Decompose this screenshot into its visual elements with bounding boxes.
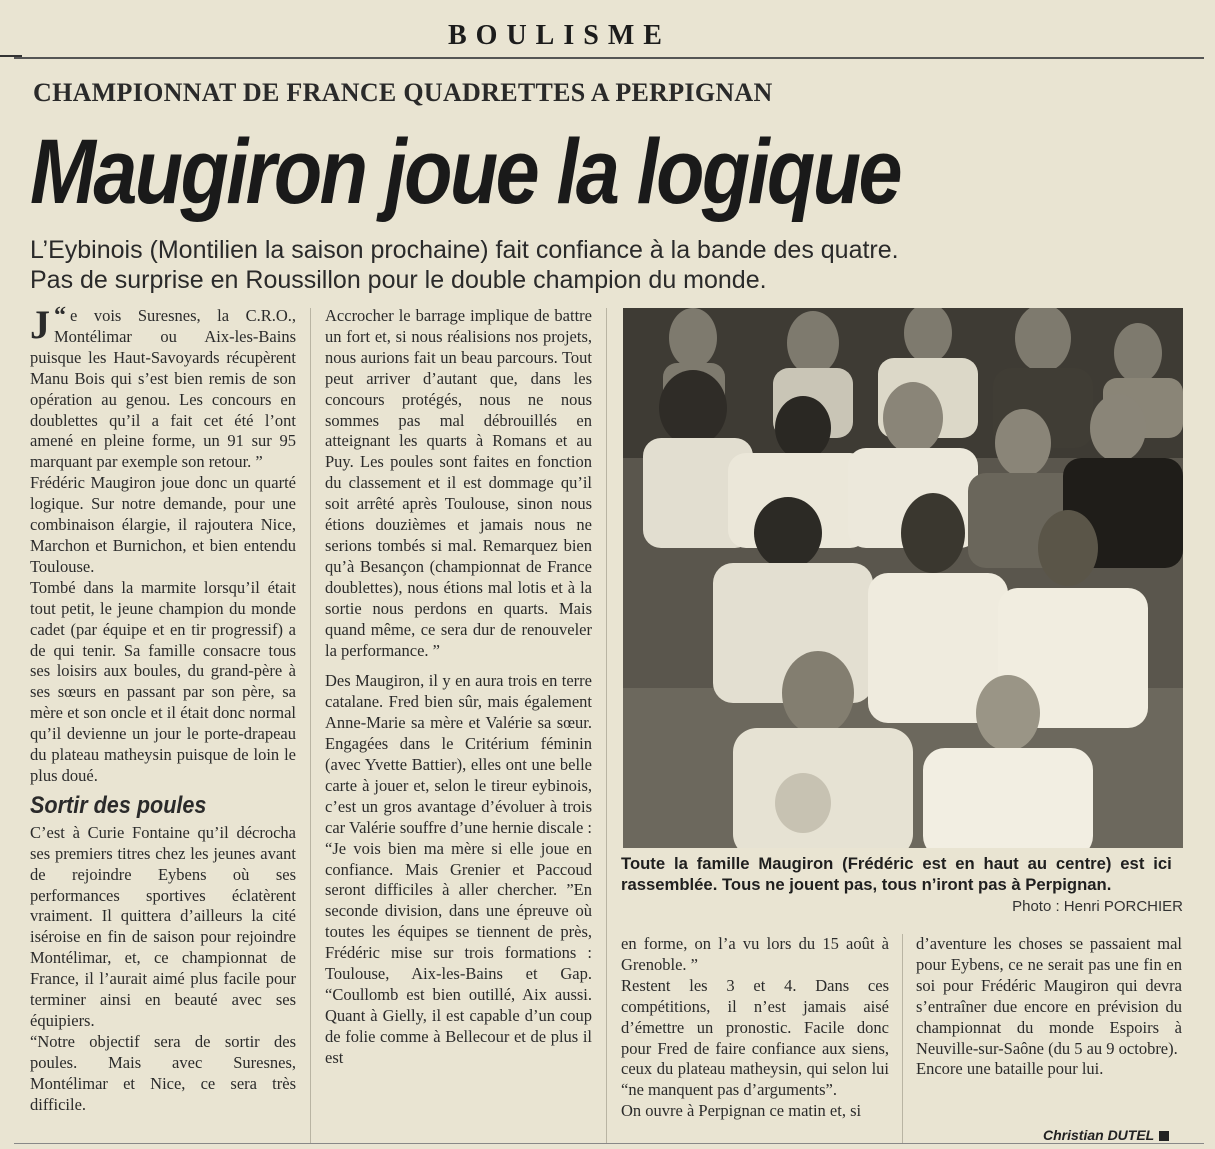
deck-line-1: L’Eybinois (Montilien la saison prochaine) fait confiance à la bande des quatre. — [30, 236, 899, 264]
column-divider — [902, 934, 903, 1143]
headline: Maugiron joue la logique — [30, 121, 900, 223]
header-rule — [14, 57, 1204, 59]
paragraph: d’aventure les choses se passaient mal pour Eybens, ce ne serait pas une fin en soi pour Frédéric Maugiron qui devra s’entraîner due encore en prévision du championnat du monde Espoirs à Neuville-sur-Saône (du 5 au 9 octobre). — [916, 934, 1182, 1058]
deck-line-2: Pas de surprise en Roussillon pour le double champion du monde. — [30, 266, 767, 294]
paragraph: Des Maugiron, il y en aura trois en terre catalane. Fred bien sûr, mais également Anne-Marie sa mère et Valérie sa sœur. Engagées dans le Critérium féminin (avec Yvette Battier), elles ont une belle carte à jouer et, selon le tireur eybinois, c’est un gros avantage d’évoluer à trois car Valérie souffre d’une hernie discale : “Je vois bien ma mère si elle joue en confiance. Mais Grenier et Paccoud seront difficiles à aller chercher. ”En seconde division, dans une épreuve où toutes les équipes se tiennent de près, Frédéric mise sur trois formations : Toulouse, Aix-les-Bains et Gap. “Coullomb est bien outillé, Aix aussi. Quant à Gielly, il est capable d’un coup de folie comme à Bellecour et de plus il est — [325, 671, 592, 1067]
byline-signature — [1043, 1127, 1169, 1143]
paragraph: Tombé dans la marmite lorsqu’il était tout petit, le jeune champion du monde cadet (par équipe et en tir progressif) a de qui tenir. Sa famille consacre tous ses loisirs aux boules, du grand-père à ses sœurs en passant par son père, sa mère et son oncle et il était donc normal qu’il devienne un jour le porte-drapeau du plateau matheysin puisque de loin le plus doué. — [30, 577, 296, 785]
paragraph: Frédéric Maugiron joue donc un quarté logique. Sur notre demande, pour une combinaison élargie, il rajoutera Nice, Marchon et Burnichon, et bien entendu Toulouse. — [30, 473, 296, 576]
article-column-1 — [30, 302, 296, 1116]
paragraph: Accrocher le barrage implique de battre un fort et, si nous réalisions nos projets, nous aurions fait un beau parcours. Tout peut arriver d’autant que, dans les concours protégés, nous ne nous sommes pas mal débrouillés en atteignant les quarts à Romans et au Puy. Les poules sont faites en fonction du classement et il est dommage qu’il soit arrêté après Toulouse, sinon nous étions douzièmes et jamais nous ne serions tombés si mal. Remarquez bien qu’à Besançon (championnat de France doublettes), nous étions mal lotis et à la sortie nous perdons en quarts. Mais quand même, ce sera dur de renouveler la performance. ” — [325, 306, 592, 660]
family-photo-illustration — [623, 308, 1183, 848]
dropcap: J — [30, 302, 50, 347]
kicker: CHAMPIONNAT DE FRANCE QUADRETTES A PERPIGNAN — [33, 78, 773, 107]
paragraph: en forme, on l’a vu lors du 15 août à Grenoble. ” — [621, 934, 889, 974]
paragraph — [30, 302, 296, 473]
column-divider — [310, 308, 311, 1143]
paragraph: C’est à Curie Fontaine qu’il décrocha ses premiers titres chez les jeunes avant de rejoindre Eybens où ses performances sportives éclatèrent vraiment. Il quittera d’ailleurs la cité iséroise en fin de saison pour rejoindre Montélimar, et, ce championnat de France, il l’aurait aimé plus facile pour terminer ainsi en beauté avec ses équipiers. — [30, 822, 296, 1030]
section-rubric: BOULISME — [448, 20, 671, 51]
paragraph: Restent les 3 et 4. Dans ces compétitions, il n’est jamais aisé d’émettre un pronostic. Facile donc pour Fred de faire confiance aux siens, ceux du plateau matheysin, qui selon lui “ne manquent pas d’arguments”. — [621, 975, 889, 1100]
bottom-rule — [14, 1143, 1204, 1144]
deck — [30, 235, 899, 295]
paragraph: On ouvre à Perpignan ce matin et, si — [621, 1101, 862, 1121]
photo-caption: Toute la famille Maugiron (Frédéric est en haut au centre) est ici rassemblée. Tous ne jouent pas, tous n’iront pas à Perpignan. — [621, 854, 1172, 894]
article-column-2 — [325, 306, 592, 1069]
article-column-4 — [916, 934, 1182, 1080]
opening-quote: “ — [54, 303, 66, 329]
end-mark-icon — [1159, 1131, 1169, 1141]
column-divider — [606, 308, 607, 1143]
paragraph: Encore une bataille pour lui. — [916, 1059, 1104, 1079]
family-photo — [623, 308, 1183, 848]
subheading: Sortir des poules — [30, 791, 207, 819]
paragraph-text: e vois Suresnes, la C.R.O., Montélimar ou Aix-les-Bains puisque les Haut-Savoyards récupèrent Manu Bois qui s’est bien remis de son opération au genou. Les concours en doublettes qu’il a fait cet été l’ont amené en pleine forme, un 91 sur 95 marquant par exemple son retour. ” — [30, 306, 296, 472]
paragraph: “Notre objectif sera de sortir des poules. Mais avec Suresnes, Montélimar et Nice, ce sera très difficile. — [30, 1031, 296, 1114]
photo-credit: Photo : Henri PORCHIER — [1012, 898, 1183, 915]
article-column-3 — [621, 934, 889, 1122]
author-name: Christian DUTEL — [1043, 1127, 1155, 1143]
